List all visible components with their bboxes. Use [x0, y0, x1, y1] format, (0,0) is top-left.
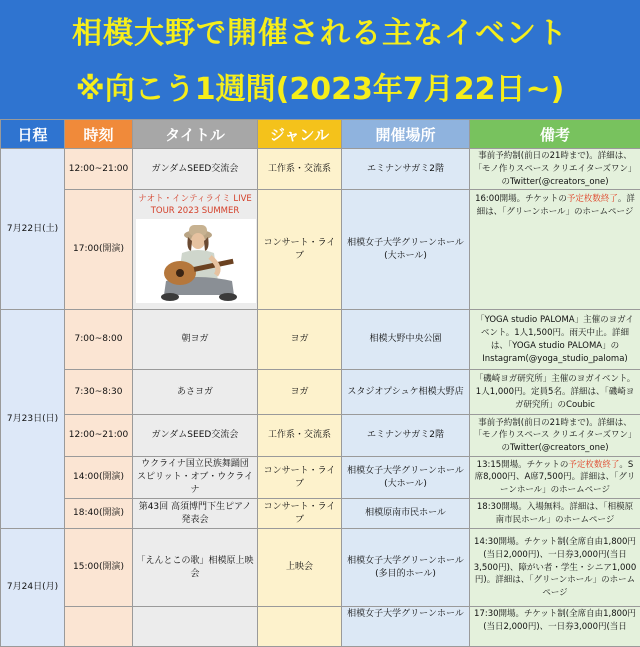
page-title: 相模大野で開催される主なイベント: [0, 8, 640, 52]
title-cell: 朝ヨガ: [133, 310, 258, 370]
genre-cell: ヨガ: [258, 370, 342, 415]
table-header-row: [1, 120, 640, 149]
venue-cell: 相模大野中央公園: [342, 310, 470, 370]
page-subtitle: ※向こう1週間(2023年7月22日~): [0, 64, 640, 108]
table-row: [1, 457, 640, 499]
note-cell: [470, 190, 640, 310]
artist-photo: [136, 219, 256, 303]
note-text: 。詳細は、「グリーンホール」のホームページ: [477, 194, 635, 217]
table-row: [1, 149, 640, 190]
note-cell: 事前予約制(前日の21時まで)。詳細は、「モノ作りスペース クリエイターズワン」のTwitter(@creators_one): [470, 415, 640, 457]
venue-cell: スタジオプシュケ相模大野店: [342, 370, 470, 415]
table-row: [1, 190, 640, 310]
venue-cell: 相模原南市民ホール: [342, 499, 470, 529]
note-cell: 「YOGA studio PALOMA」主催のヨガイベント。1人1,500円。雨天中止。詳細は、「YOGA studio PALOMA」のInstagram(@yoga_studio_paloma): [470, 310, 640, 370]
title-cell: ガンダムSEED交流会: [133, 415, 258, 457]
event-schedule-table: [0, 119, 640, 647]
date-cell: 7月24日(月): [1, 529, 65, 647]
time-cell: 17:00(開演): [65, 190, 133, 310]
title-cell: 第43回 高須博門下生ピアノ発表会: [133, 499, 258, 529]
title-cell: ウクライナ国立民族舞踊団 スピリット・オブ・ウクライナ: [133, 457, 258, 499]
table-row: [1, 607, 640, 647]
date-cell: 7月23日(日): [1, 310, 65, 529]
note-text: 。S席8,000円、A席7,500円。詳細は、「グリーンホール」のホームページ: [475, 460, 636, 496]
column-header-genre: ジャンル: [258, 120, 342, 149]
time-cell: 7:30~8:30: [65, 370, 133, 415]
venue-cell: エミナンサガミ2階: [342, 149, 470, 190]
venue-cell: エミナンサガミ2階: [342, 415, 470, 457]
artist-with-guitar-photo: [136, 219, 256, 303]
genre-cell: 上映会: [258, 529, 342, 607]
column-header-venue: 開催場所: [342, 120, 470, 149]
title-cell: ガンダムSEED交流会: [133, 149, 258, 190]
genre-cell: 工作系・交流系: [258, 149, 342, 190]
note-text: 13:15開場。チケットの: [477, 460, 569, 470]
venue-cell: 相模女子大学グリーンホール(大ホール): [342, 457, 470, 499]
time-cell: 18:40(開演): [65, 499, 133, 529]
column-header-date: 日程: [1, 120, 65, 149]
venue-cell: 相模女子大学グリーンホール: [342, 607, 470, 647]
time-cell: 7:00~8:00: [65, 310, 133, 370]
venue-cell: 相模女子大学グリーンホール(多目的ホール): [342, 529, 470, 607]
title-cell: あさヨガ: [133, 370, 258, 415]
table-row: [1, 370, 640, 415]
note-cell: 事前予約制(前日の21時まで)。詳細は、「モノ作りスペース クリエイターズワン」のTwitter(@creators_one): [470, 149, 640, 190]
header-banner: [0, 0, 640, 119]
note-cell: 「磯崎ヨガ研究所」主催のヨガイベント。1人1,000円。定員5名。詳細は、「磯崎ヨガ研究所」のCoubic: [470, 370, 640, 415]
note-cell: 18:30開場。入場無料。詳細は、「相模原南市民ホール」のホームページ: [470, 499, 640, 529]
genre-cell: コンサート・ライブ: [258, 457, 342, 499]
sold-out-label: 予定枚数終了: [568, 460, 619, 470]
note-cell: 14:30開場。チケット制(全席自由1,800円(当日2,000円)、一日券3,000円(当日3,500円)、障がい者・学生・シニア1,000円)。詳細は、「グリーンホール」のホームページ: [470, 529, 640, 607]
column-header-time: 時刻: [65, 120, 133, 149]
time-cell: 15:00(開演): [65, 529, 133, 607]
title-cell: [133, 607, 258, 647]
sold-out-label: 予定枚数終了: [567, 194, 618, 204]
column-header-notes: 備考: [470, 120, 640, 149]
note-cell: 17:30開場。チケット制(全席自由1,800円(当日2,000円)、一日券3,000円(当日: [470, 607, 640, 647]
genre-cell: 工作系・交流系: [258, 415, 342, 457]
table-row: [1, 310, 640, 370]
event-title: ナオト・インティライミ LIVE TOUR 2023 SUMMER: [136, 194, 254, 217]
table-row: [1, 529, 640, 607]
column-header-title: タイトル: [133, 120, 258, 149]
note-cell: [470, 457, 640, 499]
time-cell: [65, 607, 133, 647]
time-cell: 12:00~21:00: [65, 149, 133, 190]
title-cell: 「えんとこの歌」相模原上映会: [133, 529, 258, 607]
date-cell: 7月22日(土): [1, 149, 65, 310]
genre-cell: ヨガ: [258, 310, 342, 370]
venue-cell: 相模女子大学グリーンホール(大ホール): [342, 190, 470, 310]
table-row: [1, 499, 640, 529]
time-cell: 12:00~21:00: [65, 415, 133, 457]
genre-cell: [258, 607, 342, 647]
time-cell: 14:00(開演): [65, 457, 133, 499]
title-cell: [133, 190, 258, 310]
note-text: 16:00開場。チケットの: [475, 194, 567, 204]
genre-cell: コンサート・ライブ: [258, 499, 342, 529]
genre-cell: コンサート・ライブ: [258, 190, 342, 310]
table-row: [1, 415, 640, 457]
